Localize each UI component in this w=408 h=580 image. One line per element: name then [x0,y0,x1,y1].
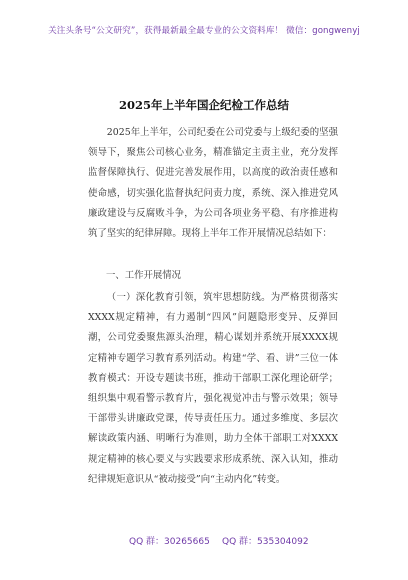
header-banner: 关注头条号“公文研究”，获得最新最全最专业的公文资料库！ 微信：gongwenyj [48,26,360,36]
footer-qq-group-1: QQ 群：30265665 [129,537,210,547]
section-heading: 一、工作开展情况 [106,270,182,281]
intro-paragraph: 2025年上半年，公司纪委在公司党委与上级纪委的坚强领导下，聚焦公司核心业务，精准锚定主责主业，充分发挥监督保障执行、促进完善发展作用，以高度的政治责任感和使命感，切实强化监督执纪问责力度，系统、深入推进党风廉政建设与反腐败斗争，为公司各项业务平稳、有序推进构筑了坚实的纪律屏障。现将上半年工作开展情况总结如下： [88,127,338,240]
footer-qq-group-2: QQ 群：535304092 [222,537,309,547]
document-title: 2025年上半年国企纪检工作总结 [118,98,289,112]
body-paragraph: （一）深化教育引领，筑牢思想防线。为严格贯彻落实XXXX规定精神，有力遏制“四风”问题隐形变异、反弹回潮，公司党委聚焦源头治理，精心谋划并系统开展XXXX规定精神专题学习教育系列活动。构建“学、看、讲”三位一体教育模式：开设专题读书班，推动干部职工深化理论研学；组织集中观看警示教育片，强化视觉冲击与警示效果；领导干部带头讲廉政党课，传导责任压力。通过多维度、多层次解读政策内涵、明晰行为准则，助力全体干部职工对XXXX规定精神的核心要义与实践要求形成系统、深入认知，推动纪律规矩意识从“被动接受”向“主动内化”转变。 [88,292,338,485]
